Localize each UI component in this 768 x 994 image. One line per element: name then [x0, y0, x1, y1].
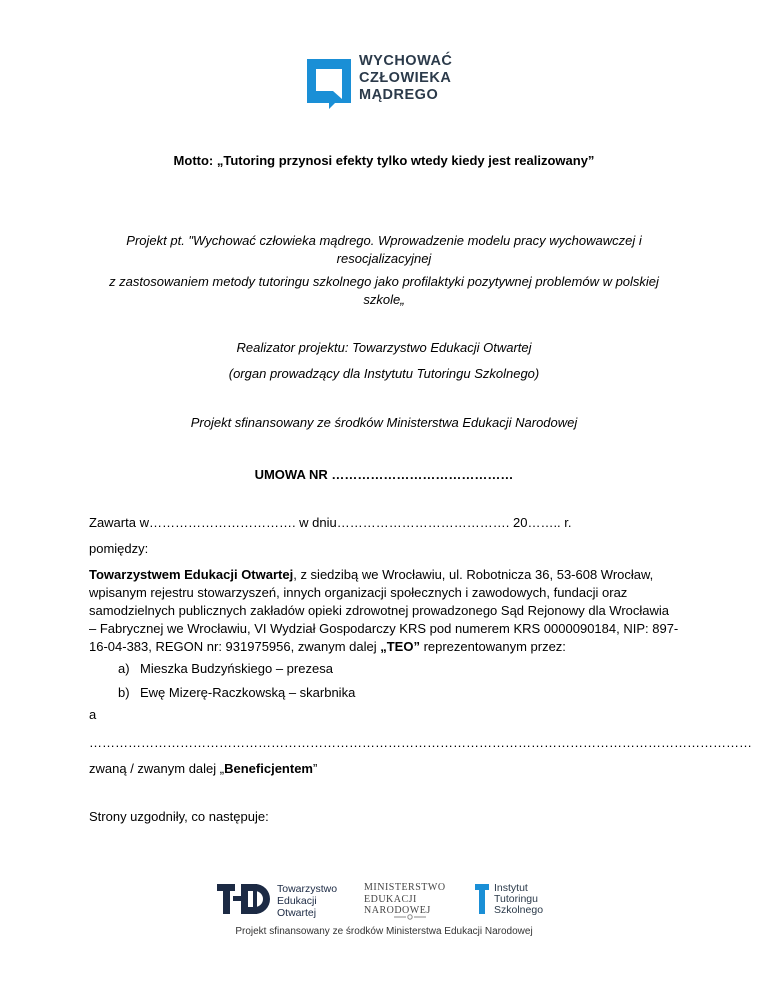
teo-line1: Towarzystwo: [277, 883, 338, 895]
footer-financing-note: Projekt sfinansowany ze środków Ministerstwa Edukacji Narodowej: [235, 926, 533, 937]
representative-item: [118, 660, 333, 678]
its-line2: Tutoringu: [494, 893, 538, 905]
party1-address: , z siedzibą we Wrocławiu, ul. Robotnicza 36, 53-608 Wrocław,: [293, 567, 654, 582]
speech-bubble-logo-icon: [307, 59, 351, 103]
logo-line3: MĄDREGO: [359, 87, 439, 103]
party1-line3: samodzielnych publicznych zakładów opieki zdrowotnej prowadzonego Sąd Rejonowy dla Wrocławia: [89, 603, 670, 618]
logo-line1: WYCHOWAĆ: [359, 53, 453, 69]
representative-item: [118, 684, 356, 702]
beneficiary-suffix: ”: [313, 761, 318, 776]
party1-line2: wpisanym rejestru stowarzyszeń, innych organizacji społecznych i zawodowych, fundacji oraz: [89, 585, 628, 600]
men-line3: NARODOWEJ: [364, 905, 431, 916]
beneficiary-definition: [89, 760, 679, 778]
party1-line4: – Fabrycznej we Wrocławiu, VI Wydział Gospodarczy KRS pod numerem KRS 0000090184, NIP: 897-: [89, 621, 679, 636]
between-label: pomiędzy:: [89, 541, 149, 556]
representative-text: Ewę Mizerę-Raczkowską – skarbnika: [140, 685, 356, 700]
organ-line: (organ prowadzący dla Instytutu Tutoringu Szkolnego): [228, 366, 540, 381]
and-label: a: [89, 707, 97, 722]
teo-line3: Otwartej: [277, 907, 317, 919]
party1-line5-start: 16-04-383, REGON nr: 931975956, zwanym dalej: [89, 639, 381, 654]
project-title-line4: szkole„: [363, 292, 405, 307]
project-title-line2: resocjalizacyjnej: [336, 251, 432, 266]
list-marker: b): [118, 685, 130, 700]
its-logo-text: [494, 883, 543, 916]
project-title-line1: Projekt pt. "Wychować człowieka mądrego. Wprowadzenie modelu pracy wychowawczej i: [126, 233, 642, 248]
teo-line2: Edukacji: [277, 895, 317, 907]
its-logo-icon: [475, 884, 491, 914]
teo-logo-icon: [217, 884, 273, 914]
party1-description: [89, 566, 679, 656]
party1-name: Towarzystwem Edukacji Otwartej: [89, 567, 294, 582]
project-title-line3: z zastosowaniem metody tutoringu szkolnego jako profilaktyki pozytywnej problemów w polskiej: [109, 274, 659, 289]
men-logo-text: [364, 882, 446, 917]
men-line2: EDUKACJI: [364, 893, 417, 905]
its-line3: Szkolnego: [494, 904, 544, 916]
beneficiary-term: Beneficjentem: [224, 761, 313, 776]
teo-logo-text: [277, 883, 337, 919]
logo-wordmark: [359, 53, 452, 104]
its-line1: Instytut: [494, 882, 528, 894]
agreement-intro: Strony uzgodniły, co następuje:: [89, 809, 269, 824]
men-line1: MINISTERSTWO: [364, 882, 446, 893]
men-emblem-icon: [394, 914, 426, 920]
teo-abbreviation: „TEO”: [380, 639, 420, 654]
project-logo: [307, 51, 463, 111]
beneficiary-prefix: zwaną / zwanym dalej „: [89, 761, 225, 776]
beneficiary-blank: ………………………………………………………………………………………………………………………………………: [89, 735, 752, 750]
logo-line2: CZŁOWIEKA: [359, 70, 452, 86]
representative-text: Mieszka Budzyńskiego – prezesa: [140, 661, 333, 676]
list-marker: a): [118, 661, 130, 676]
motto: Motto: „Tutoring przynosi efekty tylko wtedy kiedy jest realizowany”: [173, 153, 595, 168]
realizator-line: Realizator projektu: Towarzystwo Edukacji Otwartej: [236, 340, 532, 355]
financing-line: Projekt sfinansowany ze środków Ministerstwa Edukacji Narodowej: [190, 415, 578, 430]
contract-number: UMOWA NR ……………………………………: [254, 467, 514, 482]
concluded-line: Zawarta w……………………………. w dniu…………………………………. 20…….. r.: [89, 515, 572, 530]
party1-line5-end: reprezentowanym przez:: [419, 639, 566, 654]
